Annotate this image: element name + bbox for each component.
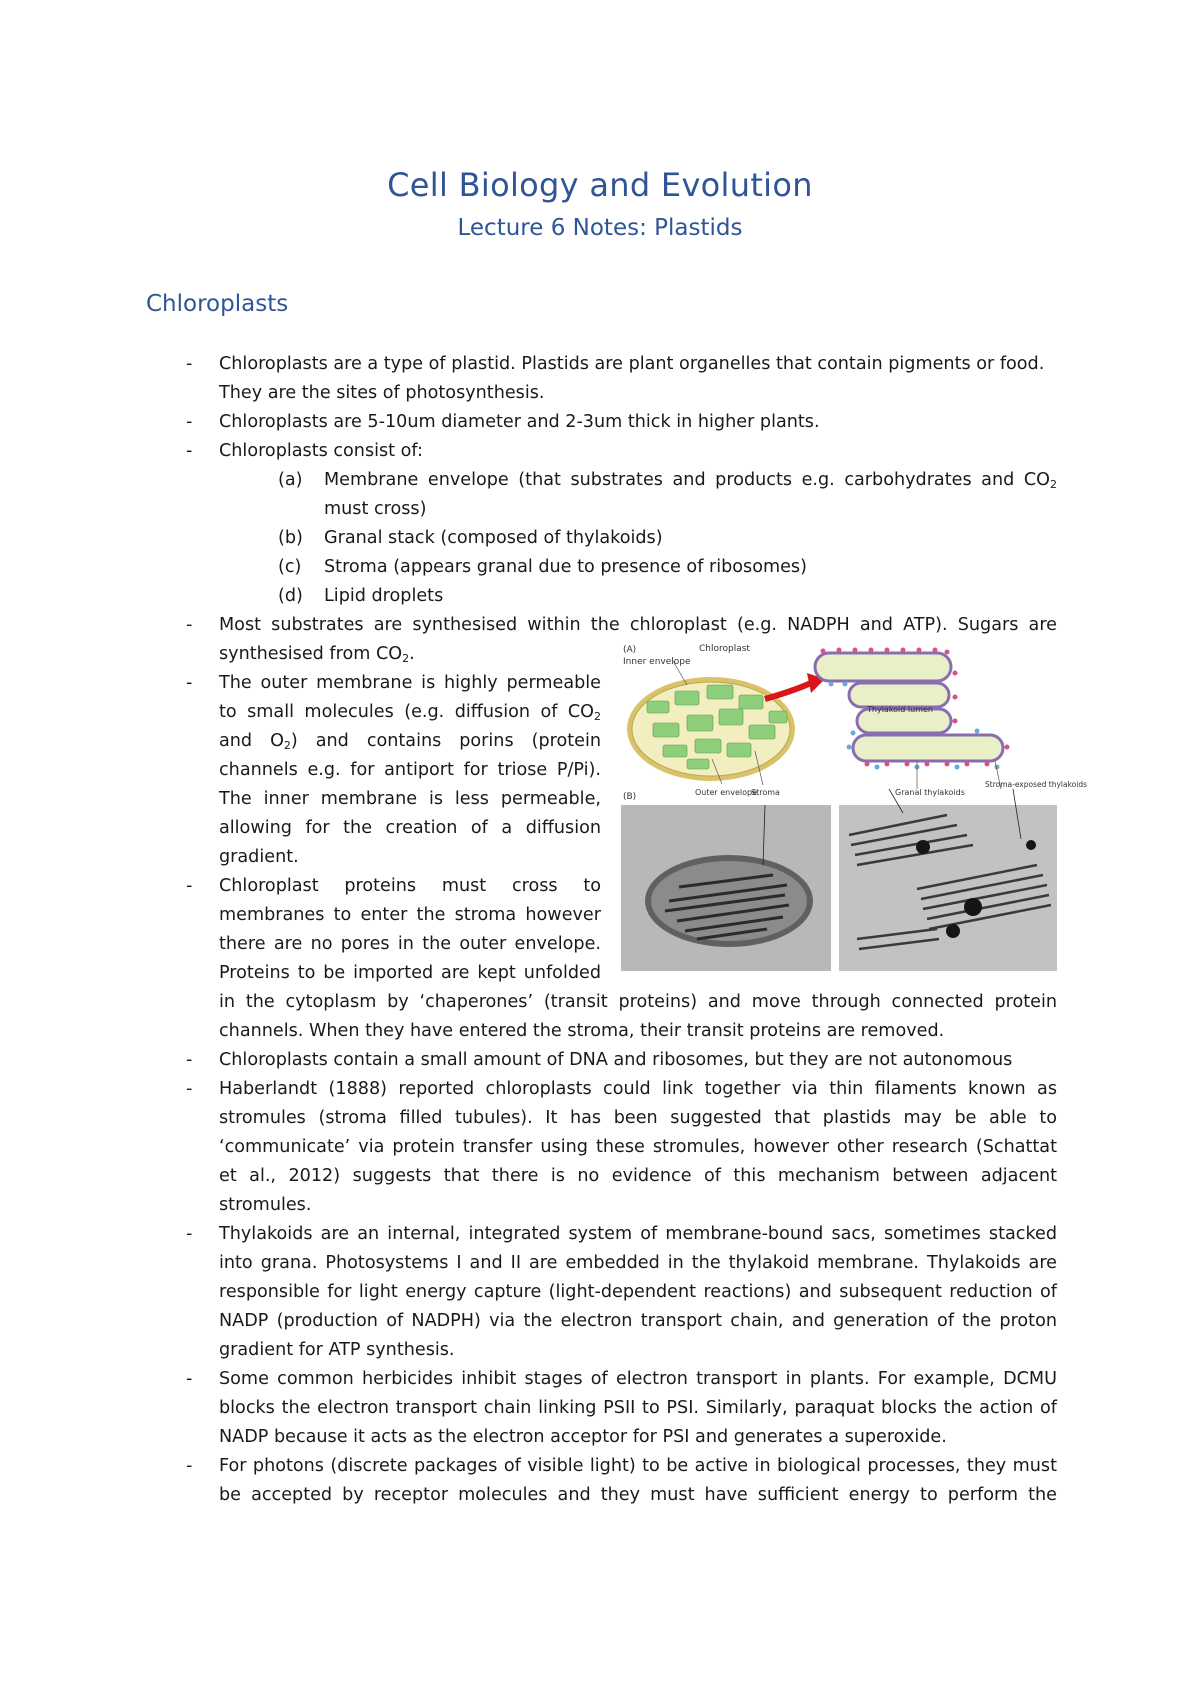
text-line: The inner membrane is less permeable, <box>219 789 601 809</box>
thylakoid-micrograph <box>839 789 1057 971</box>
bullet-dash: - <box>186 412 193 432</box>
bullet-dash: - <box>186 1050 193 1070</box>
text-line: channels e.g. for antiport for triose P/Pi). <box>219 760 601 780</box>
text-line: blocks the electron transport chain linking PSII to PSI. Similarly, paraquat blocks the action of <box>219 1398 1057 1418</box>
text-line: Chloroplast proteins must cross to <box>219 876 601 896</box>
chloroplast-label: Chloroplast <box>699 644 750 654</box>
sub-item-label-b: (b) <box>278 528 303 548</box>
text-line: ‘communicate’ via protein transfer using these stromules, however other research (Schattat <box>219 1137 1057 1157</box>
text-line: Some common herbicides inhibit stages of electron transport in plants. For example, DCMU <box>219 1369 1057 1389</box>
text-line: gradient. <box>219 847 299 867</box>
stroma-exposed-label: Stroma-exposed thylakoids <box>985 780 1087 789</box>
text-line: Haberlandt (1888) reported chloroplasts could link together via thin filaments known as <box>219 1079 1057 1099</box>
text-line: to small molecules (e.g. diffusion of $CO_2$ <box>219 702 601 723</box>
chloroplast-micrograph <box>621 805 831 971</box>
text-line: NADP (production of NADPH) via the electron transport chain, and generation of the proton <box>219 1311 1057 1331</box>
text-line: Chloroplasts are 5-10um diameter and 2-3um thick in higher plants. <box>219 412 820 432</box>
text-line: Chloroplasts are a type of plastid. Plastids are plant organelles that contain pigments or food. <box>219 354 1045 374</box>
outer-envelope-label: Outer envelope <box>695 788 758 797</box>
text-line: into grana. Photosystems I and II are embedded in the thylakoid membrane. Thylakoids are <box>219 1253 1057 1273</box>
text-line: The outer membrane is highly permeable <box>219 673 601 693</box>
stroma-label: Stroma <box>751 788 780 797</box>
text-line: et al., 2012) suggests that there is no evidence of this mechanism between adjacent <box>219 1166 1057 1186</box>
document-title: Cell Biology and Evolution <box>387 166 813 204</box>
text-line: responsible for light energy capture (light-dependent reactions) and subsequent reduction of <box>219 1282 1057 1302</box>
chloroplast-diagram <box>627 677 795 781</box>
bullet-dash: - <box>186 615 193 635</box>
text-line: synthesised from $CO_2$. <box>219 644 415 665</box>
text-line: gradient for ATP synthesis. <box>219 1340 455 1360</box>
text-line: Chloroplasts consist of: <box>219 441 423 461</box>
bullet-dash: - <box>186 1079 193 1099</box>
section-heading: Chloroplasts <box>146 291 289 317</box>
granal-thylakoids-label: Granal thylakoids <box>895 788 965 797</box>
inner-envelope-label: Inner envelope <box>623 657 691 667</box>
text-line: Proteins to be imported are kept unfolded <box>219 963 601 983</box>
text-line: membranes to enter the stroma however <box>219 905 601 925</box>
text-line: allowing for the creation of a diffusion <box>219 818 601 838</box>
text-line: For photons (discrete packages of visible light) to be active in biological processes, they must <box>219 1456 1057 1476</box>
chloroplast-figure <box>617 639 1087 976</box>
text-line: channels. When they have entered the stroma, their transit proteins are removed. <box>219 1021 945 1041</box>
text-line: Lipid droplets <box>324 586 444 606</box>
text-line: and $O_2$) and contains porins (protein <box>219 731 601 752</box>
sub-item-label-c: (c) <box>278 557 302 577</box>
bullet-dash: - <box>186 1224 193 1244</box>
text-line: Membrane envelope (that substrates and products e.g. carbohydrates and $CO_2$ <box>324 470 1057 491</box>
text-line: there are no pores in the outer envelope. <box>219 934 601 954</box>
bullet-dash: - <box>186 1456 193 1476</box>
sub-item-label-a: (a) <box>278 470 303 490</box>
bullet-dash: - <box>186 1369 193 1389</box>
text-line: in the cytoplasm by ‘chaperones’ (transit proteins) and move through connected protein <box>219 992 1057 1012</box>
text-line: NADP because it acts as the electron acceptor for PSI and generates a superoxide. <box>219 1427 947 1447</box>
text-line: Granal stack (composed of thylakoids) <box>324 528 663 548</box>
bullet-dash: - <box>186 876 193 896</box>
text-line: Chloroplasts contain a small amount of DNA and ribosomes, but they are not autonomous <box>219 1050 1013 1070</box>
text-line: Thylakoids are an internal, integrated system of membrane-bound sacs, sometimes stacked <box>219 1224 1057 1244</box>
text-line: stromules (stroma filled tubules). It has been suggested that plastids may be able to <box>219 1108 1057 1128</box>
bullet-dash: - <box>186 354 193 374</box>
text-line: be accepted by receptor molecules and they must have sufficient energy to perform the <box>219 1485 1057 1505</box>
bullet-dash: - <box>186 673 193 693</box>
text-line: stromules. <box>219 1195 312 1215</box>
sub-item-label-d: (d) <box>278 586 303 606</box>
text-line: must cross) <box>324 499 427 519</box>
thylakoid-lumen-label: Thylakoid lumen <box>867 705 933 714</box>
figure-label-b: (B) <box>623 792 637 802</box>
text-line: They are the sites of photosynthesis. <box>219 383 545 403</box>
text-line: Stroma (appears granal due to presence of ribosomes) <box>324 557 807 577</box>
document-subtitle: Lecture 6 Notes: Plastids <box>457 215 743 241</box>
bullet-dash: - <box>186 441 193 461</box>
text-line: Most substrates are synthesised within the chloroplast (e.g. NADPH and ATP). Sugars are <box>219 615 1057 635</box>
figure-label-a: (A) <box>623 645 637 655</box>
